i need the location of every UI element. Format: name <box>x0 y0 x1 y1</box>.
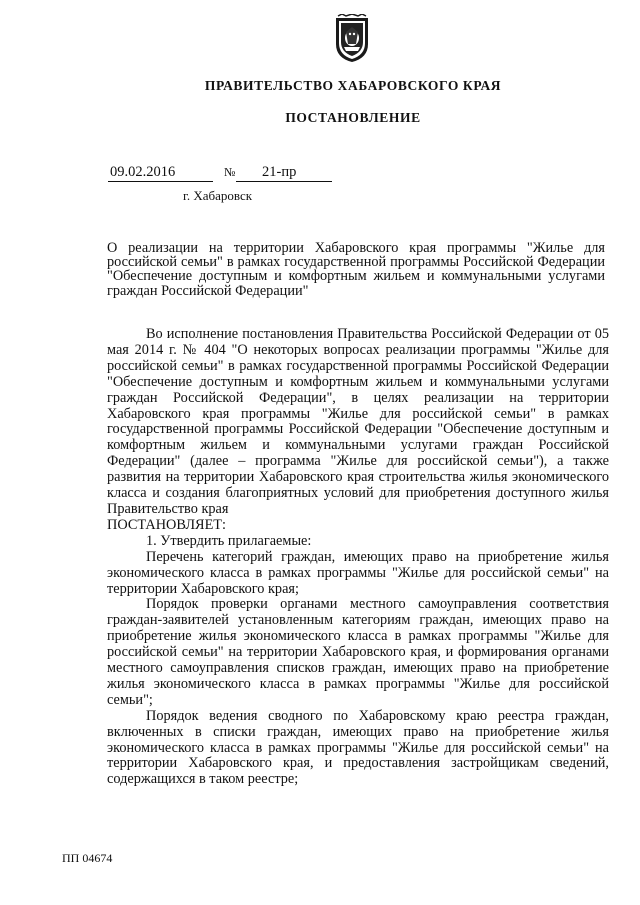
document-title: О реализации на территории Хабаровского края программы "Жилье для российской семьи" в рамках государственной программы Российской Федерации "Обеспечение доступным и комфортным жильем и коммунальными услугами граждан Российской Федерации" <box>107 240 605 299</box>
resolves-heading: ПОСТАНОВЛЯЕТ: <box>107 516 227 533</box>
list-item: Порядок ведения сводного по Хабаровскому краю реестра граждан, включенных в списки граждан, имеющих право на приобретение жилья экономического класса в рамках программы "Жилье для российской семьи" на территории Хабаровского края, и предоставления застройщикам сведений, содержащихся в таком реестре; <box>107 707 609 788</box>
city: г. Хабаровск <box>183 188 253 203</box>
item-1: 1. Утвердить прилагаемые: <box>146 532 312 549</box>
document-type: ПОСТАНОВЛЕНИЕ <box>285 110 421 125</box>
preamble-paragraph: Во исполнение постановления Правительства Российской Федерации от 05 мая 2014 г. № 404 "О некоторых вопросах реализации программы "Жилье для российской семьи" в рамках государственной программы Российской Федерации "Обеспечение доступным и комфортным жильем и коммунальными услугами граждан Российской Федерации", в целях реализации на территории Хабаровского края программы "Жилье для российской семьи" в рамках государственной программы Российской Федерации "Обеспечение доступным и комфортным жильем и коммунальными услугами граждан Российской Федерации" (далее – программа "Жилье для российской семьи"), а также развития на территории Хабаровского края строительства жилья экономического класса и создания благоприятных условий для приобретения доступного жилья Правительство края <box>107 326 609 517</box>
list-item: Перечень категорий граждан, имеющих право на приобретение жилья экономического класса в рамках программы "Жилье для российской семьи" на территории Хабаровского края; <box>107 548 609 597</box>
footer-code: ПП 04674 <box>62 851 113 865</box>
government-name: ПРАВИТЕЛЬСТВО ХАБАРОВСКОГО КРАЯ <box>204 78 502 93</box>
document-date: 09.02.2016 <box>108 163 213 182</box>
document-body <box>107 327 609 788</box>
number-sign: № <box>224 165 236 179</box>
coat-of-arms-icon <box>332 14 372 64</box>
document-number: 21-пр <box>236 163 332 182</box>
list-item: Порядок проверки органами местного самоуправления соответствия граждан-заявителей установленным категориям граждан, имеющих право на приобретение жилья экономического класса в рамках программы "Жилье для российской семьи" на территории Хабаровского края, и формирования органами местного самоуправления списков граждан, имеющих право на приобретение жилья экономического класса в рамках программы "Жилье для российской семьи"; <box>107 596 609 708</box>
